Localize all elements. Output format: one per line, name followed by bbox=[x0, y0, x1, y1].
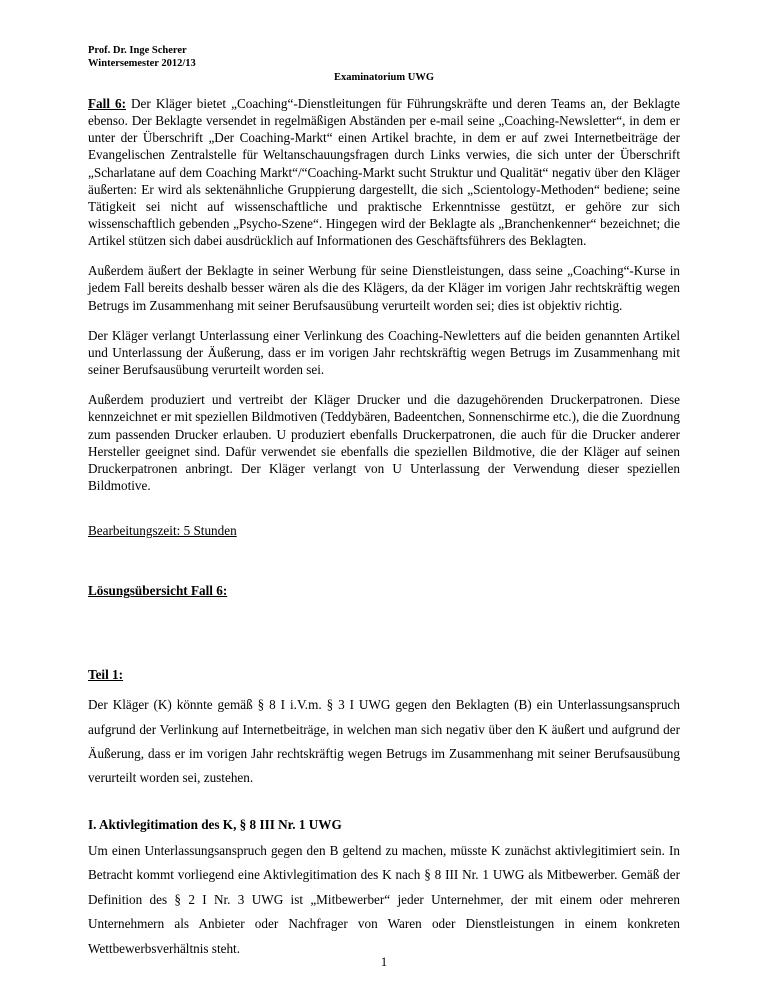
header-course-title: Examinatorium UWG bbox=[333, 71, 435, 83]
case-label: Fall 6: bbox=[88, 95, 126, 111]
case-paragraph-4: Außerdem produziert und vertreibt der Kläger Drucker und die dazugehörenden Druckerpatronen. Diese kennzeichnet er mit speziellen Bildmotiven (Teddybären, Badeentchen, Sonnenschirme etc.), die die Zuordnung zum passenden Drucker erlauben. U produziert ebenfalls Druckerpatronen, die auch für die Drucker anderer Hersteller geeignet sind. Dafür verwendet sie ebenfalls die speziellen Bildmotive, die der Kläger auf seinen Druckerpatronen anbringt. Der Kläger verlangt von U Unterlassung der Verwendung dieser speziellen Bildmotive. bbox=[88, 392, 680, 493]
section-1-text: Um einen Unterlassungsanspruch gegen den B geltend zu machen, müsste K zunächst aktivlegitimiert sein. In Betracht kommt vorliegend eine Aktivlegitimation des K nach § 8 III Nr. 1 UWG als Mitbewerber. Gemäß der Definition des § 2 I Nr. 3 UWG ist „Mitbewerber“ jeder Unternehmer, der mit einem oder mehreren Unternehmern als Anbieter oder Nachfrager von Waren oder Dienstleistungen in einem konkreten Wettbewerbsverhältnis steht. bbox=[88, 842, 680, 956]
page-number: 1 bbox=[380, 955, 388, 969]
section-1-heading: I. Aktivlegitimation des K, § 8 III Nr. 1 UWG bbox=[88, 816, 342, 832]
spacer-before-bearbeitungszeit bbox=[88, 507, 680, 523]
case-paragraph-3: Der Kläger verlangt Unterlassung einer Verlinkung des Coaching-Newletters auf die beiden genannten Artikel und Unterlassung der Äußerung, dass er im vorigen Jahr rechtskräftig wegen Betrugs im Zusammenhang mit seiner Berufsausübung verurteilt worden sei. bbox=[88, 327, 680, 378]
document-header-left bbox=[88, 44, 680, 71]
bearbeitungszeit: Bearbeitungszeit: 5 Stunden bbox=[88, 523, 237, 539]
solution-heading: Lösungsübersicht Fall 6: bbox=[88, 583, 228, 599]
header-author: Prof. Dr. Inge Scherer bbox=[88, 45, 187, 56]
spacer-before-part1 bbox=[88, 609, 680, 667]
part-1-heading: Teil 1: bbox=[88, 667, 124, 683]
case-paragraph-1-text: Der Kläger bietet „Coaching“-Dienstleitungen für Führungskräfte und deren Teams an, der Beklagte ebenso. Der Beklagte versendet in regelmäßigen Abständen per e-mail seine „Coaching-Newsletter“, in dem er unter der Überschrift „Der Coaching-Markt“ einen Artikel brachte, in dem er auf zwei Internetbeiträge der Evangelischen Zentralstelle für Weltanschauungsfragen durch Links verwies, die sich unter der Überschrift „Scharlatane auf dem Coaching Markt“/“Coaching-Markt sucht Struktur und Qualität“ negativ über den Kläger äußerten: Er wird als sektenähnliche Gruppierung dargestellt, die sich „Scientology-Methoden“ bediene; seine Tätigkeit sei nicht auf wissenschaftliche und praktische Erkenntnisse gestützt, er gehöre zur sich wissenschaftlich gebenden „Psycho-Szene“. Hingegen wird der Beklagte als „Branchenkenner“ bezeichnet; die Artikel stützen sich dabei ausdrücklich auf Informationen des Geschäftsführers des Beklagten. bbox=[88, 95, 680, 249]
header-semester: Wintersemester 2012/13 bbox=[88, 58, 196, 70]
case-paragraph-2: Außerdem äußert der Beklagte in seiner Werbung für seine Dienstleistungen, dass seine „Coaching“-Kurse in jedem Fall bereits deshalb besser wären als die des Klägers, da der Kläger im vorigen Jahr rechtskräftig wegen Betrugs im Zusammenhang mit seiner Berufsausübung verurteilt worden sei; dies ist objektiv richtig. bbox=[88, 263, 680, 313]
case-paragraph-1 bbox=[88, 95, 680, 249]
part-1-text: Der Kläger (K) könnte gemäß § 8 I i.V.m. § 3 I UWG gegen den Beklagten (B) ein Unterlassungsanspruch aufgrund der Verlinkung auf Internetbeiträge, in welchen man sich negativ über den K äußert und aufgrund der Äußerung, dass er im vorigen Jahr rechtskräftig wegen Betrugs im Zusammenhang mit seiner Berufsausübung verurteilt worden sei, zustehen. bbox=[88, 697, 680, 786]
spacer-before-solution-heading bbox=[88, 539, 680, 583]
spacer-before-section-1 bbox=[88, 801, 680, 817]
